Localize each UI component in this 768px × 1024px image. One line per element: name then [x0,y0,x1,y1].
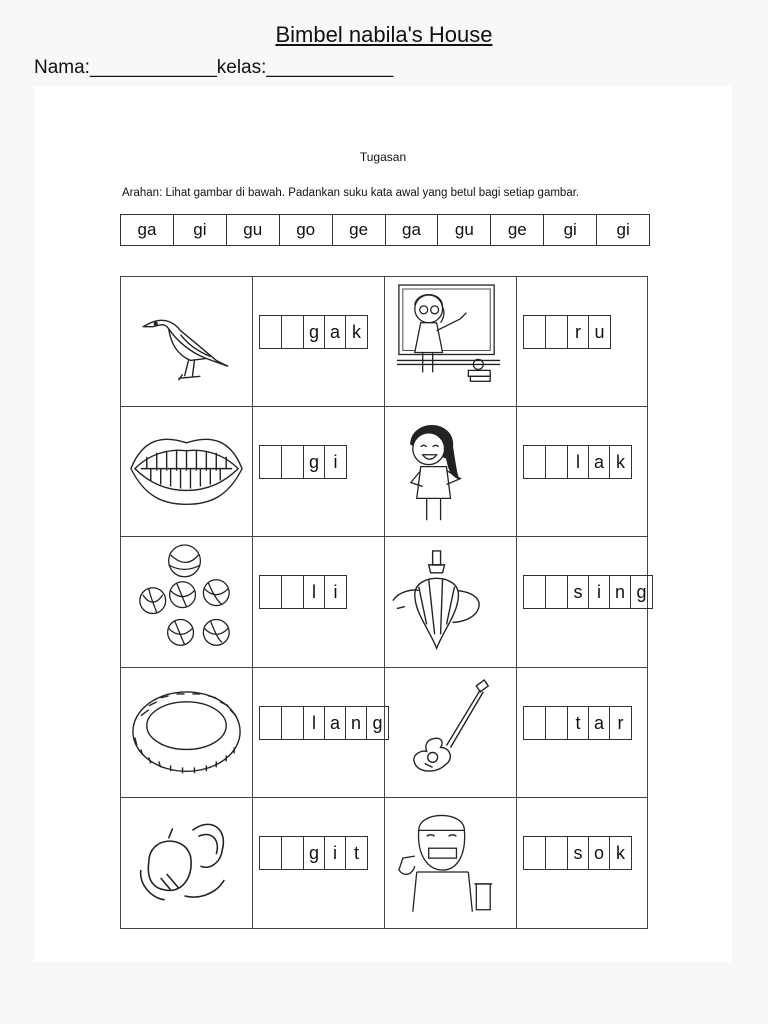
blank-syllable-box[interactable] [546,707,568,739]
crow-icon [121,277,252,406]
suffix-letter-box: i [589,576,610,608]
picture-cell-bangle [121,668,253,798]
answer-boxes [259,706,389,740]
suffix-letter-box: a [325,707,346,739]
suffix-letter-box: i [333,452,338,473]
suffix-letter-box: g [304,446,325,478]
syllable-option: go [280,215,333,245]
picture-cell-laughing-girl [385,407,517,537]
guitar-icon [385,668,516,797]
worksheet-title: Tugasan [359,150,407,164]
syllable-option: gu [227,215,280,245]
answer-cell [253,407,385,537]
answer-cell [253,798,385,928]
suffix-letter-box: s [568,576,589,608]
matching-grid [120,276,648,929]
suffix-letter-box: k [616,452,625,473]
suffix-letter-box: n [610,576,631,608]
suffix-letter-box: t [568,707,589,739]
suffix-letter-box: k [616,842,625,863]
picture-cell-brushing-teeth-boy [385,798,517,928]
suffix-letter-box: o [589,837,610,869]
blank-syllable-box[interactable] [524,316,546,348]
suffix-letter-box: g [636,582,647,603]
suffix-letter-box: r [568,316,589,348]
answer-boxes [259,836,368,870]
picture-cell-marbles [121,537,253,667]
laughing-girl-icon [385,407,516,536]
blank-syllable-box[interactable] [524,446,546,478]
picture-cell-guitar [385,668,517,798]
blank-syllable-box[interactable] [260,576,282,608]
teacher-icon [385,277,516,406]
answer-boxes [259,315,368,349]
answer-cell [517,277,647,407]
page-title: Bimbel nabila's House [275,22,493,47]
name-class-line: Nama:____________kelas:____________ [34,57,394,78]
answer-cell [517,668,647,798]
answer-boxes [259,445,347,479]
answer-cell [253,537,385,667]
syllable-option: ge [491,215,544,245]
suffix-letter-box: k [352,322,361,342]
blank-syllable-box[interactable] [260,837,282,869]
answer-boxes [523,836,632,870]
blank-syllable-box[interactable] [524,576,546,608]
answer-cell [253,277,385,407]
answer-cell [517,407,647,537]
suffix-letter-box: g [304,837,325,869]
answer-cell [517,798,647,928]
instructions-text: Arahan: Lihat gambar di bawah. Padankan suku kata awal yang betul bagi setiap gambar. [122,187,580,199]
suffix-letter-box: s [568,837,589,869]
syllable-option: ge [333,215,386,245]
picture-cell-biting-apple [121,798,253,928]
blank-syllable-box[interactable] [524,837,546,869]
answer-cell [253,668,385,798]
brushing-teeth-boy-icon [385,798,516,928]
blank-syllable-box[interactable] [282,446,304,478]
bangle-icon [121,668,252,797]
suffix-letter-box: r [617,712,624,733]
answer-boxes [523,575,653,609]
teeth-icon [121,407,252,536]
suffix-letter-box: a [589,707,610,739]
blank-syllable-box[interactable] [260,446,282,478]
blank-syllable-box[interactable] [282,837,304,869]
suffix-letter-box: i [333,582,338,603]
suffix-letter-box: l [304,707,325,739]
syllable-option: gu [438,215,491,245]
picture-cell-spinning-top [385,537,517,667]
spinning-top-icon [385,537,516,666]
suffix-letter-box: n [346,707,367,739]
syllable-option: gi [544,215,597,245]
blank-syllable-box[interactable] [282,576,304,608]
syllable-option: ga [121,215,174,245]
answer-boxes [259,575,347,609]
blank-syllable-box[interactable] [282,707,304,739]
suffix-letter-box: g [304,316,325,348]
picture-cell-teacher [385,277,517,407]
worksheet [34,86,732,962]
blank-syllable-box[interactable] [260,707,282,739]
suffix-letter-box: a [325,316,346,348]
suffix-letter-box: g [372,712,383,733]
suffix-letter-box: l [568,446,589,478]
marbles-icon [121,537,252,666]
blank-syllable-box[interactable] [260,316,282,348]
blank-syllable-box[interactable] [546,837,568,869]
blank-syllable-box[interactable] [524,707,546,739]
suffix-letter-box: i [325,837,346,869]
blank-syllable-box[interactable] [546,576,568,608]
picture-cell-crow [121,277,253,407]
blank-syllable-box[interactable] [546,316,568,348]
syllable-option: gi [616,220,630,239]
answer-cell [517,537,647,667]
blank-syllable-box[interactable] [546,446,568,478]
suffix-letter-box: u [594,322,605,342]
answer-boxes [523,706,632,740]
picture-cell-teeth [121,407,253,537]
answer-boxes [523,445,632,479]
syllable-bank [120,214,650,246]
suffix-letter-box: t [353,842,359,863]
blank-syllable-box[interactable] [282,316,304,348]
answer-boxes [523,315,611,349]
biting-apple-icon [121,798,252,928]
suffix-letter-box: a [589,446,610,478]
syllable-option: ga [386,215,439,245]
syllable-option: gi [174,215,227,245]
suffix-letter-box: l [304,576,325,608]
